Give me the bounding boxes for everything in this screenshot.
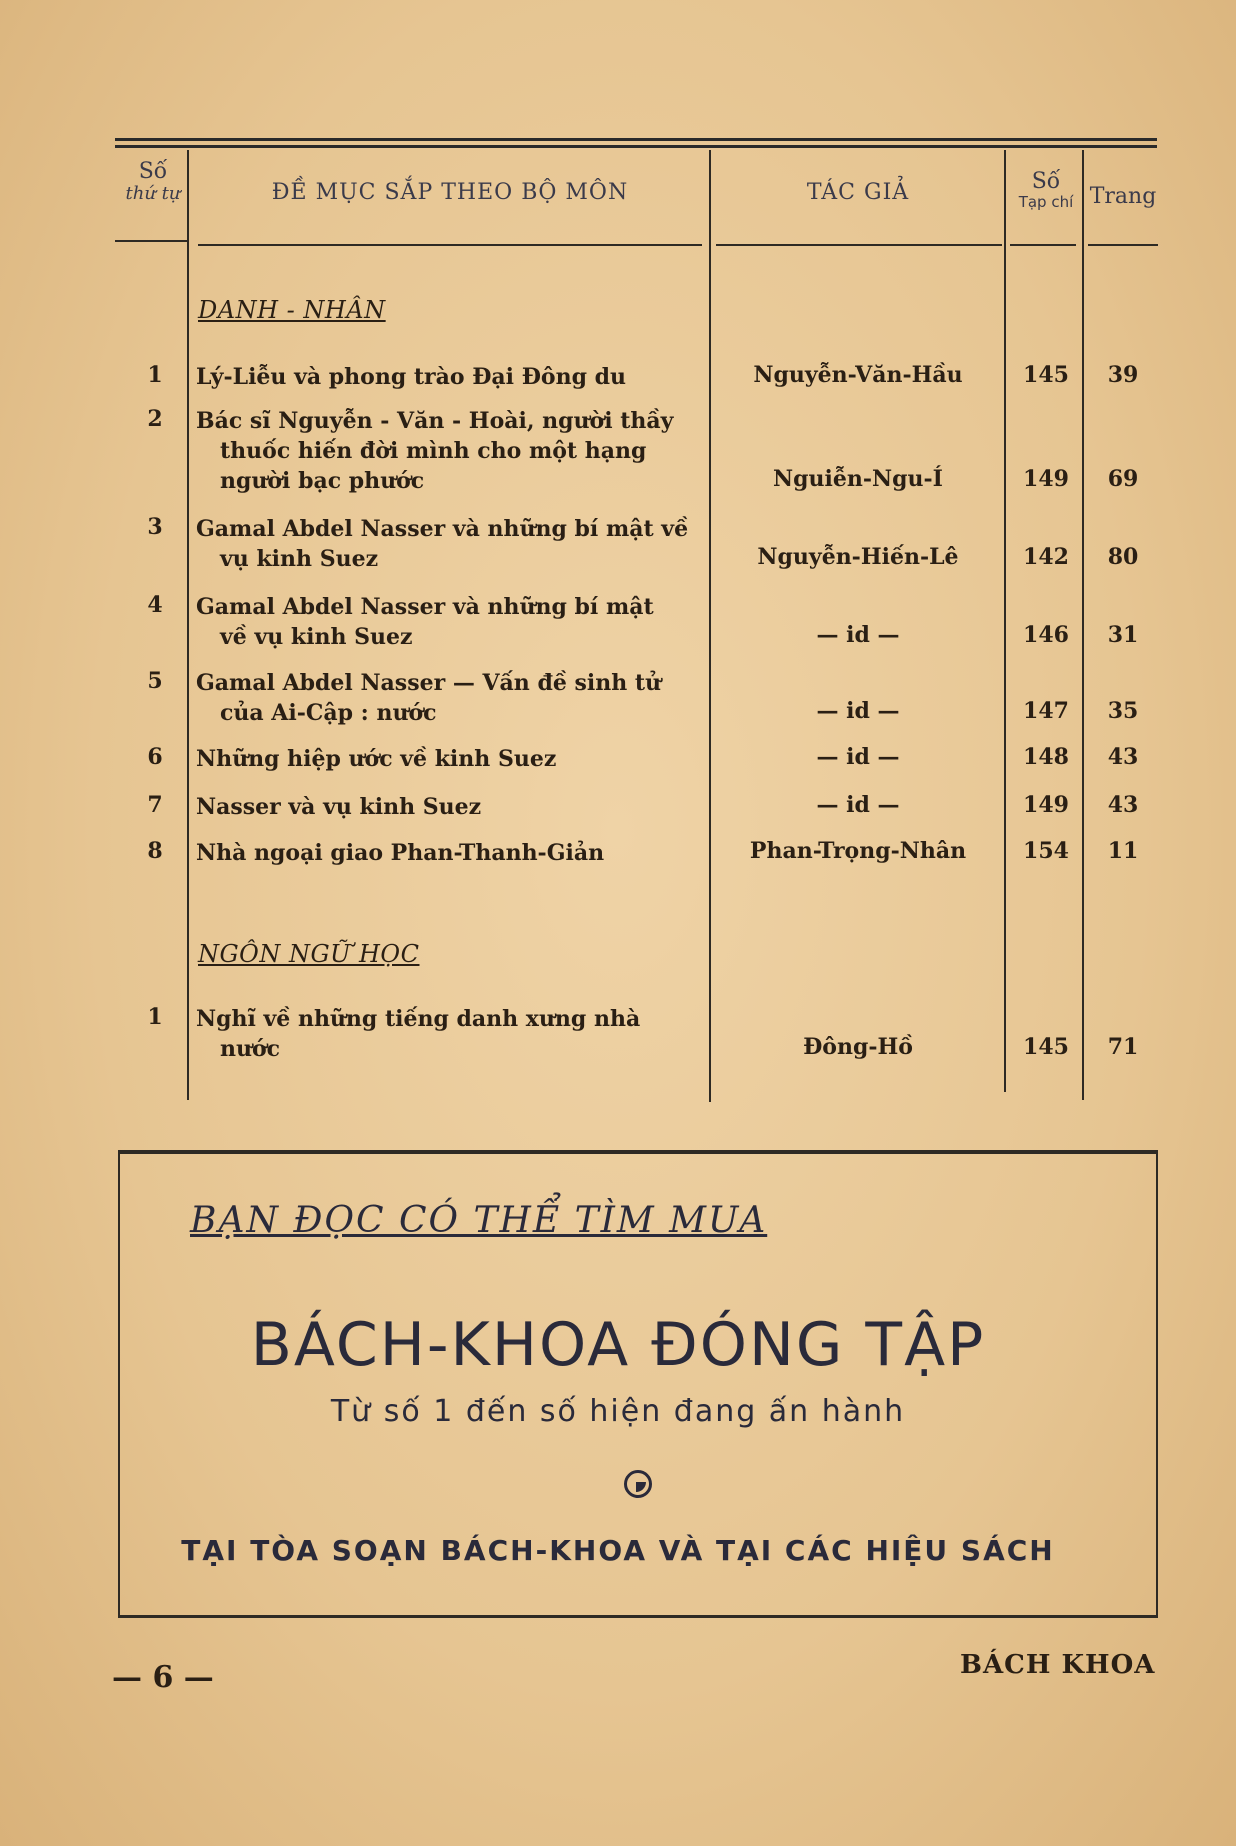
ad-title: BÁCH-KHOA ĐÓNG TẬP [250, 1310, 986, 1380]
column-divider-3 [1004, 150, 1006, 1092]
column-divider-2 [709, 150, 711, 1102]
section-heading: DANH - NHÂN [198, 296, 386, 324]
header-underline-tacgia [716, 244, 1002, 246]
ad-description: Từ số 1 đến số hiện đang ấn hành [330, 1394, 906, 1429]
ad-subtitle: BẠN ĐỌC CÓ THỂ TÌM MUA [190, 1200, 768, 1241]
page-number: — 6 — [112, 1660, 214, 1695]
section-heading: NGÔN NGỮ HỌC [198, 940, 420, 968]
header-so-tap-chi: Số Tạp chí [1018, 169, 1074, 212]
header-underline-trang [1088, 244, 1158, 246]
header-de-muc: ĐỀ MỤC SẮP THEO BỘ MÔN [271, 180, 629, 205]
column-divider-1 [187, 150, 189, 1100]
footer-brand: BÁCH KHOA [960, 1650, 1156, 1680]
document-page: Số thứ tự ĐỀ MỤC SẮP THEO BỘ MÔN TÁC GIẢ Số Tạp chí Trang DANH - NHÂN 1 Lý-Liễu và phong trào Đại Đông du Nguyễn-Văn-Hầu 145 39 2 Bác sĩ Nguyễn - Văn - Hoài, người thầy thuốc hiến đời mình cho một hạng người bạc phước Nguiễn-Ngu-Í 149 69 3 Gamal Abdel Nasser và những bí mật về vụ kinh Suez Nguyễn-Hiến-Lê 142 80 4 Gamal Abdel Nasser và những bí mật về vụ kinh Suez — id — 146 31 5 Gamal Abdel Nasser — Vấn đề sinh tử của Ai-Cập : nước — id — 147 35 6 Những hiệp ước về kinh Suez — id — 148 43 7 Nasser và vụ kinh Suez — id — 149 43 8 Nhà ngoại giao Phan-Thanh-Giản Phan-Trọng-Nhân 154 11 NGÔN NGỮ HỌC 1 Nghĩ về những tiếng danh xưng nhà nước Đông-Hồ 145 71 BẠN ĐỌC CÓ THỂ TÌM MUA BÁCH-KHOA ĐÓNG TẬP Từ số 1 đến số hiện đang ấn hành TẠI TÒA SOẠN BÁCH-KHOA VÀ TẠI CÁC HIỆU SÁCH — 6 — BÁCH KHOA [0, 0, 1236, 1846]
header-trang: Trang [1089, 184, 1157, 209]
header-so-thu-tu: Số thứ tự [125, 159, 181, 205]
ornament-icon [624, 1470, 652, 1498]
header-underline-demuc [198, 244, 702, 246]
header-tac-gia: TÁC GIẢ [806, 180, 910, 205]
table-top-rule [115, 138, 1157, 148]
header-underline-so [115, 240, 187, 242]
ad-location: TẠI TÒA SOẠN BÁCH-KHOA VÀ TẠI CÁC HIỆU SÁCH [181, 1534, 1055, 1567]
header-underline-sotap [1010, 244, 1076, 246]
